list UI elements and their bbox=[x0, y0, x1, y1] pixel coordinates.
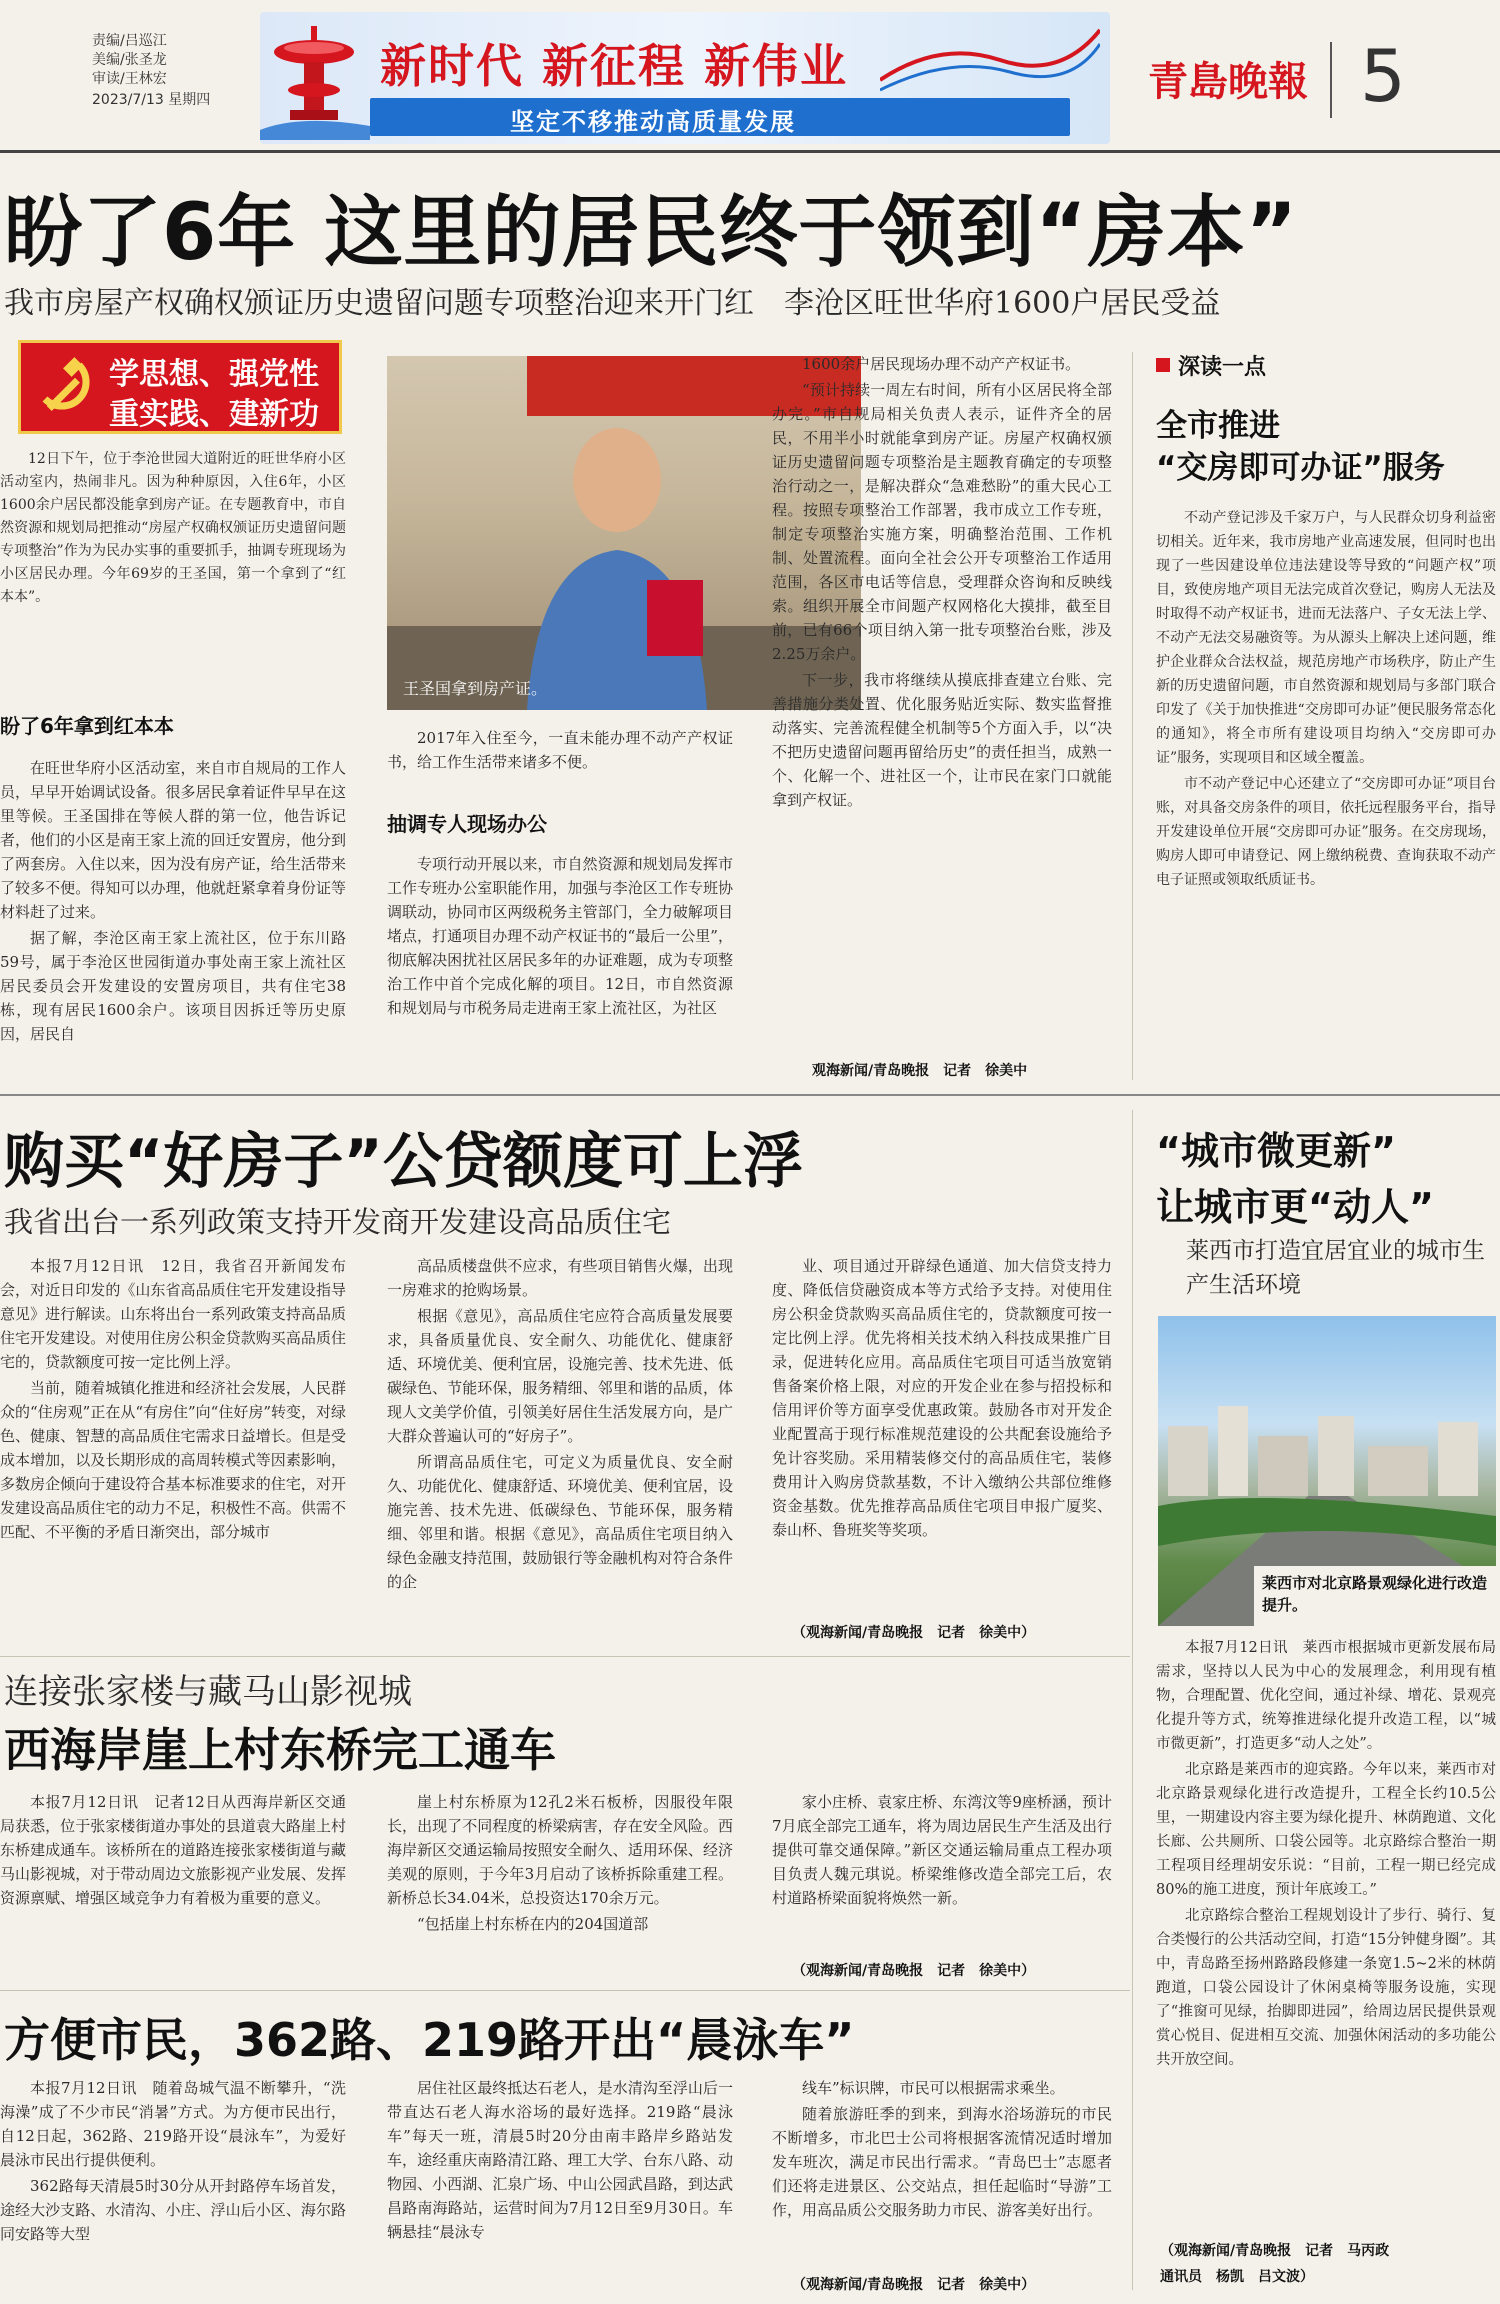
paragraph: 在旺世华府小区活动室，来自市自规局的工作人员，早早开始调试设备。很多居民拿着证件早早在这里等候。王圣国排在等候人群的第一位，他告诉记者，他们的小区是南王家上流的回迁安置房，他分到了两套房。入住以来，因为没有房产证，给生活带来了较多不便。得知可以办理，他就赶紧拿着身份证等材料赶了过来。 bbox=[0, 759, 346, 921]
story5-photo-caption: 莱西市对北京路景观绿化进行改造提升。 bbox=[1262, 1574, 1488, 1614]
lead-byline: 观海新闻/青岛晚报 记者 徐美中 bbox=[812, 1063, 1028, 1079]
hammer-sickle-icon bbox=[31, 353, 99, 421]
story2-column-3 bbox=[772, 1254, 1112, 1620]
slogan-banner bbox=[260, 12, 1110, 144]
paragraph: “预计持续一周左右时间，所有小区居民将全部办完。”市自规局相关负责人表示，证件齐全的居民，不用半小时就能拿到房产证。房屋产权确权颁证历史遗留问题专项整治是主题教育确定的专项整治行动之一，是解决群众“急难愁盼”的重大民心工程。按照专项整治工作部署，我市成立工作专班，制定专项整治实施方案，明确整治范围、工作机制、处置流程。面向全社会公开专项整治工作适用范围，各区市电话等信息，受理群众咨询和反映线索。组织开展全市间题产权网格化大摸排，截至目前，已有66个项目纳入第一批专项整治台账，涉及2.25万余户。 bbox=[772, 381, 1112, 663]
lead-column-3 bbox=[772, 352, 1112, 1052]
editor-credit: 审读/王林宏 bbox=[92, 71, 167, 87]
story2-column-1 bbox=[0, 1254, 346, 1644]
story5-byline-2: 通讯员 杨凯 吕文波） bbox=[1160, 2269, 1314, 2285]
sidebar-tag-marker bbox=[1156, 358, 1170, 372]
photo-person bbox=[497, 410, 737, 710]
paragraph: 当前，随着城镇化推进和经济社会发展，人民群众的“住房观”正在从“有房住”向“住好房”转变，对绿色、健康、智慧的高品质住宅需求日益增长。但是受成本增加，以及长期形成的高周转模式等因素影响，多数房企倾向于建设符合基本标准要求的住宅，对开发建设高品质住宅的动力不足，积极性不高。供需不匹配、不平衡的矛盾日渐突出，部分城市 bbox=[0, 1379, 346, 1541]
paragraph: 北京路是莱西市的迎宾路。今年以来，莱西市对北京路景观绿化进行改造提升，工程全长约10.5公里，一期建设内容主要为绿化提升、林荫跑道、文化长廊、公共厕所、口袋公园等。北京路综合整治一期工程项目经理胡安乐说：“目前，工程一期已经完成80%的施工进度，预计年底竣工。” bbox=[1156, 1762, 1496, 1898]
lead-column-2b bbox=[387, 852, 733, 1072]
story5-headline-1: “城市微更新” bbox=[1156, 1129, 1396, 1173]
story4-byline: （观海新闻/青岛晚报 记者 徐美中） bbox=[792, 2277, 1036, 2293]
sidebar-tag: 深读一点 bbox=[1178, 355, 1267, 380]
paragraph: 随着旅游旺季的到来，到海水浴场游玩的市民不断增多，市北巴士公司将根据客流情况适时增加发车班次，满足市民出行需求。“青岛巴士”志愿者们还将走进景区、公交站点，担任起临时“导游”工作，用高品质公交服务助力市民、游客美好出行。 bbox=[772, 2105, 1112, 2219]
photo-caption: 王圣国拿到房产证。 bbox=[403, 679, 548, 698]
paragraph: 2017年入住至今，一直未能办理不动产产权证书，给工作生活带来诸多不便。 bbox=[387, 729, 733, 771]
sidebar-body bbox=[1156, 506, 1496, 1086]
paragraph: 1600余户居民现场办理不动产产权证书。 bbox=[802, 355, 1081, 373]
story2-deck: 我省出台一系列政策支持开发商开发建设高品质住宅 bbox=[4, 1205, 672, 1239]
lead-deck: 我市房屋产权确权颁证历史遗留问题专项整治迎来开门红 李沧区旺世华府1600户居民受益 bbox=[4, 286, 1221, 321]
story3-column-2 bbox=[387, 1790, 733, 1982]
lead-subhead-2: 抽调专人现场办公 bbox=[387, 812, 547, 836]
lead-subhead-1: 盼了6年拿到红本本 bbox=[0, 714, 174, 738]
story3-column-1 bbox=[0, 1790, 346, 1982]
masthead-rule bbox=[0, 150, 1500, 153]
editor-credit: 责编/吕巡江 bbox=[92, 33, 167, 49]
lead-intro bbox=[0, 448, 346, 682]
story5-byline-1: （观海新闻/青岛晚报 记者 马丙政 bbox=[1160, 2243, 1390, 2259]
paragraph: 居住社区最终抵达石老人，是水清沟至浮山后一带直达石老人海水浴场的最好选择。219路“晨泳车”每天一班，清晨5时20分由南丰路岸乡路站发车，途经重庆南路清江路、理工大学、台东八路、动物园、小西湖、汇泉广场、中山公园武昌路，到达武昌路南海路站，运营时间为7月12日至9月30日。车辆悬挂“晨泳专 bbox=[387, 2079, 733, 2241]
story2-byline: （观海新闻/青岛晚报 记者 徐美中） bbox=[792, 1625, 1036, 1641]
badge-line-2: 重实践、建新功 bbox=[109, 397, 319, 432]
paragraph: 市不动产登记中心还建立了“交房即可办证”项目台账，对具备交房条件的项目，依托远程服务平台，指导开发建设单位开展“交房即可办证”服务。在交房现场，购房人即可申请登记、网上缴纳税费、查询获取不动产电子证照或领取纸质证书。 bbox=[1156, 776, 1496, 888]
paragraph: 家小庄桥、袁家庄桥、东湾汶等9座桥涵，预计7月底全部完工通车，将为周边居民生产生活及出行提供可靠交通保障。”新区交通运输局重点工程办项目负责人魏元琪说。桥梁维修改造全部完工后，农村道路桥梁面貌将焕然一新。 bbox=[772, 1793, 1112, 1907]
story4-headline: 方便市民，362路、219路开出“晨泳车” bbox=[4, 2013, 855, 2067]
section-rule bbox=[0, 1094, 1500, 1096]
paragraph: 据了解，李沧区南王家上流社区，位于东川路59号，属于李沧区世园街道办事处南王家上流社区居民委员会开发建设的安置房项目，共有住宅38栋，现有居民1600余户。该项目因拆迁等历史原因，居民自 bbox=[0, 929, 346, 1043]
paragraph: 12日下午，位于李沧世园大道附近的旺世华府小区活动室内，热闹非凡。因为种种原因，入住6年，小区1600余户居民都没能拿到房产证。在专题教育中，市自然资源和规划局把推动“房屋产权确权颁证历史遗留问题专项整治”作为为民办实事的重要抓手，抽调专班现场为小区居民办理。今年69岁的王圣国，第一个拿到了“红本本”。 bbox=[0, 451, 346, 605]
story3-byline: （观海新闻/青岛晚报 记者 徐美中） bbox=[792, 1963, 1036, 1979]
story5-deck: 莱西市打造宜居宜业的城市生产生活环境 bbox=[1186, 1238, 1485, 1298]
paragraph: 业、项目通过开辟绿色通道、加大信贷支持力度、降低信贷融资成本等方式给予支持。对使用住房公积金贷款购买高品质住宅的，贷款额度可按一定比例上浮。优先将相关技术纳入科技成果推广目录，促进转化应用。高品质住宅项目可适当放宽销售备案价格上限，对应的开发企业在参与招投标和信用评价等方面享受优惠政策。鼓励各市对开发企业配置高于现行标准规范建设的公共配套设施给予免计容奖励。采用精装修交付的高品质住宅，装修费用计入购房贷款基数，不计入缴纳公共部位维修资金基数。优先推荐高品质住宅项目申报广厦奖、泰山杯、鲁班奖等奖项。 bbox=[772, 1257, 1112, 1539]
story5-body bbox=[1156, 1636, 1496, 2236]
paragraph: 北京路综合整治工程规划设计了步行、骑行、复合类慢行的公共活动空间，打造“15分钟健身圈”。其中，青岛路至扬州路路段修建一条宽1.5~2米的林荫跑道，口袋公园设计了休闲桌椅等服务设施，实现了“推窗可见绿，抬脚即进园”，给周边居民提供景观赏心悦目、促进相互交流、加强休闲活动的多功能公共开放空间。 bbox=[1156, 1908, 1496, 2068]
slogan-sub: 坚定不移推动高质量发展 bbox=[510, 108, 796, 136]
column-divider bbox=[1132, 1110, 1133, 2290]
issue-date: 2023/7/13 星期四 bbox=[92, 92, 211, 108]
story3-headline: 西海岸崖上村东桥完工通车 bbox=[4, 1723, 556, 1777]
paragraph: “包括崖上村东桥在内的204国道部 bbox=[417, 1915, 649, 1933]
lead-column-2 bbox=[387, 726, 733, 782]
story4-column-2 bbox=[387, 2076, 733, 2296]
paragraph: 本报7月12日讯 莱西市根据城市更新发展布局需求，坚持以人民为中心的发展理念，利用现有植物，合理配置、优化空间，通过补绿、增花、景观亮化提升等方式，统筹推进绿化提升改造工程，以“城市微更新”，打造更多“动人之处”。 bbox=[1156, 1640, 1496, 1752]
paper-name: 青島晚報 bbox=[1148, 58, 1308, 105]
story2-column-2 bbox=[387, 1254, 733, 1644]
editor-credit: 美编/张圣龙 bbox=[92, 52, 167, 68]
story4-column-3 bbox=[772, 2076, 1112, 2268]
paragraph: 不动产登记涉及千家万户，与人民群众切身利益密切相关。近年来，我市房地产业高速发展，但同时也出现了一些因建设单位违法建设等导致的“问题产权”项目，致使房地产项目无法完成首次登记，购房人无法及时取得不动产权证书，进而无法落户、子女无法上学、不动产无法交易融资等。为从源头上解决上述问题，维护企业群众合法权益，规范房地产市场秩序，防止产生新的历史遗留问题，市自然资源和规划局与多部门联合印发了《关于加快推进“交房即可办证”便民服务常态化的通知》，将全市所有建设项目均纳入“交房即可办证”服务，实现项目和区域全覆盖。 bbox=[1156, 510, 1496, 766]
badge-line-1: 学思想、强党性 bbox=[109, 357, 319, 392]
paragraph: 本报7月12日讯 12日，我省召开新闻发布会，对近日印发的《山东省高品质住宅开发建设指导意见》进行解读。山东将出台一系列政策支持高品质住宅开发建设。对使用住房公积金贷款购买高品质住宅的，贷款额度可按一定比例上浮。 bbox=[0, 1257, 346, 1371]
section-rule bbox=[0, 1656, 1130, 1657]
story5-headline-2: 让城市更“动人” bbox=[1156, 1185, 1434, 1229]
wave-ornament-icon bbox=[880, 20, 1100, 94]
paragraph: 线车”标识牌，市民可以根据需求乘坐。 bbox=[802, 2079, 1065, 2097]
masthead bbox=[0, 0, 1500, 150]
sidebar-divider bbox=[1132, 352, 1133, 1080]
paragraph: 所谓高品质住宅，可定义为质量优良、安全耐久、功能优化、健康舒适、环境优美、便利宜居，设施完善、技术先进、低碳绿色、节能环保，服务精细、邻里和谐。根据《意见》，高品质住宅项目纳入绿色金融支持范围，鼓励银行等金融机构对符合条件的企 bbox=[387, 1453, 733, 1591]
page-number: 5 bbox=[1360, 34, 1406, 118]
sidebar-title-1: 全市推进 bbox=[1156, 408, 1280, 444]
editor-credits bbox=[92, 32, 242, 110]
story3-column-3 bbox=[772, 1790, 1112, 1958]
story3-kicker: 连接张家楼与藏马山影视城 bbox=[4, 1672, 412, 1712]
story4-column-1 bbox=[0, 2076, 346, 2296]
masthead-divider bbox=[1330, 42, 1332, 118]
paragraph: 专项行动开展以来，市自然资源和规划局发挥市工作专班办公室职能作用，加强与李沧区工作专班协调联动，协同市区两级税务主管部门，全力破解项目堵点，打通项目办理不动产权证书的“最后一公里”，彻底解决困扰社区居民多年的办证难题，成为专项整治工作中首个完成化解的项目。12日，市自然资源和规划局与市税务局走进南王家上流社区，为社区 bbox=[387, 855, 733, 1017]
paragraph: 崖上村东桥原为12孔2米石板桥，因服役年限长，出现了不同程度的桥梁病害，存在安全风险。西海岸新区交通运输局按照安全耐久、适用环保、经济美观的原则，于今年3月启动了该桥拆除重建工程。新桥总长34.04米，总投资达170余万元。 bbox=[387, 1793, 733, 1907]
story2-headline: 购买“好房子”公贷额度可上浮 bbox=[4, 1127, 803, 1197]
section-rule bbox=[0, 1990, 1130, 1991]
lead-headline: 盼了6年 这里的居民终于领到“房本” bbox=[4, 188, 1298, 278]
paragraph: 362路每天清晨5时30分从开封路停车场首发，途经大沙支路、水清沟、小庄、浮山后小区、海尔路同安路等大型 bbox=[0, 2177, 346, 2243]
paragraph: 本报7月12日讯 随着岛城气温不断攀升，“洗海澡”成了不少市民“消暑”方式。为方便市民出行，自12日起，362路、219路开设“晨泳车”，为爱好晨泳市民出行提供便利。 bbox=[0, 2079, 346, 2169]
slogan-main: 新时代 新征程 新伟业 bbox=[380, 39, 849, 93]
theme-badge bbox=[18, 340, 342, 434]
lead-column-1 bbox=[0, 756, 346, 1086]
paragraph: 本报7月12日讯 记者12日从西海岸新区交通局获悉，位于张家楼街道办事处的县道袁大路崖上村东桥建成通车。该桥所在的道路连接张家楼街道与藏马山影视城，对于带动周边文旅影视产业发展、发挥资源禀赋、增强区域竞争力有着极为重要的意义。 bbox=[0, 1793, 346, 1907]
paragraph: 高品质楼盘供不应求，有些项目销售火爆，出现一房难求的抢购场景。 bbox=[387, 1257, 733, 1299]
paragraph: 下一步，我市将继续从摸底排查建立台账、完善措施分类处置、优化服务贴近实际、数实监督推动落实、完善流程健全机制等5个方面入手，以“决不把历史遗留问题再留给历史”的责任担当，成熟一个、化解一个、进社区一个，让市民在家门口就能拿到产权证。 bbox=[772, 671, 1112, 809]
tower-landmark-icon bbox=[260, 18, 370, 140]
sidebar-title-2: “交房即可办证”服务 bbox=[1156, 450, 1445, 486]
paragraph: 根据《意见》，高品质住宅应符合高质量发展要求，具备质量优良、安全耐久、功能优化、健康舒适、环境优美、便利宜居，设施完善、技术先进、低碳绿色、节能环保，服务精细、邻里和谐的品质，体现人文美学价值，引领美好居住生活发展方向，是广大群众普遍认可的“好房子”。 bbox=[387, 1307, 733, 1445]
